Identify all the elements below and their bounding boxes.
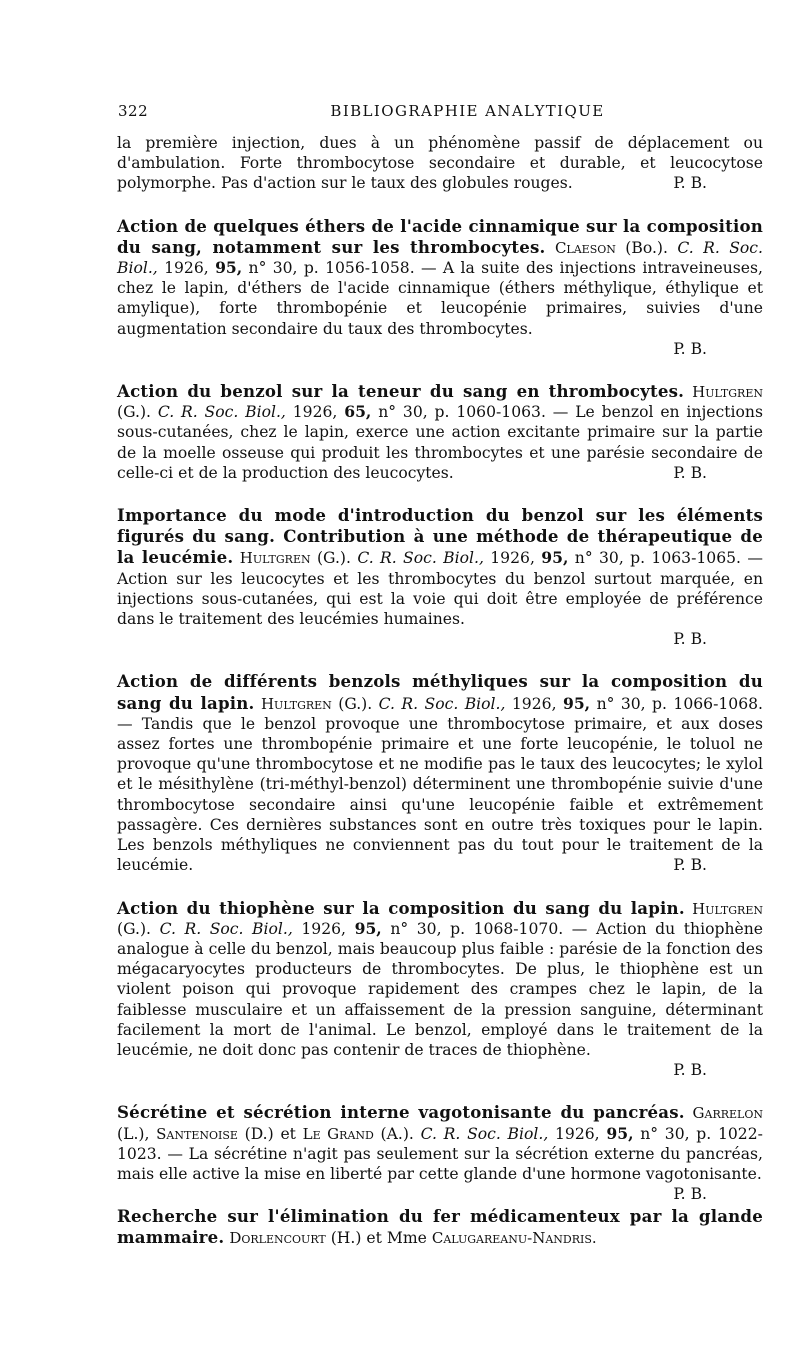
volume-number: 95, xyxy=(354,918,382,938)
author-name: Garrelon xyxy=(692,1104,763,1123)
abstract-text: — Tandis que le benzol provoque une thrombocytose primaire, et aux doses assez fortes une thrombopénie primaire et une forte leucopénie, le toluol ne provoque qu'une thrombocytose et ne modifie pas le taux des leucocytes; le xylol et le mésithylène (tri-méthyl-benzol) déterminent une thrombopénie suivie d'une thrombocytose secondaire ainsi qu'une leucopénie faible et extrêmement passagère. Ces dernières substances sont en outre très toxiques pour le lapin. Les benzols méthyliques ne conviennent pas du tout pour le traitement de la leucémie. xyxy=(117,714,763,875)
pub-year: 1926, xyxy=(301,919,347,938)
page-number: 322 xyxy=(118,102,149,120)
bibliography-entry xyxy=(117,671,763,875)
running-title: BIBLIOGRAPHIE ANALYTIQUE xyxy=(330,102,605,120)
volume-number: 95, xyxy=(215,258,243,278)
author-initials: (G.). xyxy=(117,403,151,422)
issue-pages: n° 30, p. 1060-1063. xyxy=(378,403,546,422)
abstract-text: — La sécrétine n'agit pas seulement sur la sécrétion externe du pancréas, mais elle active la mise en liberté par cette glande d'une hormone vagotonisante. xyxy=(117,1144,763,1183)
bibliography-entry xyxy=(117,1102,763,1204)
volume-number: 95, xyxy=(541,548,569,568)
volume-number: 95, xyxy=(606,1123,634,1143)
entry-body xyxy=(117,381,763,483)
bibliography-entry xyxy=(117,505,763,649)
entry-title: Action du thiophène sur la composition du sang du lapin. xyxy=(117,897,685,918)
reviewer-signature: P. B. xyxy=(673,1061,707,1080)
abstract-text: — Action sur les leucocytes et les thrombocytes du benzol surtout marquée, en injections sous-cutanées, qui est la voie qui doit être employée de préférence dans le traitement des leucémies humaines. xyxy=(117,549,763,629)
author-initials: (H.) xyxy=(330,1229,362,1248)
pub-year: 1926, xyxy=(490,549,535,568)
bibliography-entry xyxy=(117,1206,763,1248)
pub-year: 1926, xyxy=(292,403,338,422)
continued-text: la première injection, dues à un phénomène passif de déplacement ou d'ambulation. Forte thrombocytose secondaire et durable, et leucocytose polymorphe. Pas d'action sur le taux des globules rouges. xyxy=(117,134,763,193)
author-name: Le Grand xyxy=(302,1124,374,1143)
volume-number: 95, xyxy=(562,693,591,713)
author-name: Hultgren xyxy=(692,383,763,402)
abstract-text: — Action du thiophène analogue à celle du benzol, mais beaucoup plus faible : parésie de la fonction des mégacaryocytes producteurs de thrombocytes. De plus, le thiophène est un violent poison qui provoque rapidement des crampes chez le lapin, de la faiblesse musculaire et un affaissement de la pression sanguine, déterminant facilement la mort de l'animal. Le benzol, employé dans le traitement de la leucémie, ne doit donc pas contenir de traces de thiophène. xyxy=(117,919,763,1059)
author-joiner: et xyxy=(280,1124,296,1143)
author-name: Santenoise xyxy=(156,1124,238,1143)
author-name: Calugareanu-Nandris. xyxy=(431,1229,597,1248)
entry-body xyxy=(117,1102,763,1204)
author-initials: (Bo.). xyxy=(625,238,668,257)
reviewer-signature: P. B. xyxy=(673,630,707,649)
author-name: Hultgren xyxy=(260,694,332,713)
journal-name: C. R. Soc. Biol., xyxy=(357,549,484,568)
author-initials: (G.). xyxy=(338,694,373,713)
author-joiner: et xyxy=(366,1229,382,1248)
reviewer-signature: P. B. xyxy=(673,463,707,482)
author-initials: (G.). xyxy=(316,549,351,568)
reviewer-signature: P. B. xyxy=(673,856,707,875)
author-initials: (D.) xyxy=(244,1124,274,1143)
issue-pages: n° 30, p. 1022-1023. xyxy=(117,1124,763,1163)
entry-title: Sécrétine et sécrétion interne vagotonisante du pancréas. xyxy=(117,1102,685,1123)
author-initials: (A.). xyxy=(380,1124,414,1143)
issue-pages: n° 30, p. 1066-1068. xyxy=(596,694,764,713)
journal-name: C. R. Soc. Biol., xyxy=(159,919,293,938)
entry-body xyxy=(117,505,763,629)
entry-body xyxy=(117,1206,763,1248)
entry-title: Action de différents benzols méthyliques sur la composition du sang du lapin. xyxy=(117,671,763,713)
journal-name: C. R. Soc. Biol., xyxy=(117,238,763,278)
entry-title: Action du benzol sur la teneur du sang en thrombocytes. xyxy=(117,381,685,402)
reviewer-signature: P. B. xyxy=(673,339,707,358)
bibliography-entry xyxy=(117,381,763,483)
pub-year: 1926, xyxy=(511,694,557,713)
reviewer-signature: P. B. xyxy=(673,1185,707,1204)
volume-number: 65, xyxy=(344,402,372,422)
bibliography-entry xyxy=(117,216,763,359)
author-name: Dorlencourt xyxy=(229,1229,326,1248)
journal-name: C. R. Soc. Biol., xyxy=(420,1124,549,1143)
page-header xyxy=(115,98,760,126)
entry-body xyxy=(117,898,763,1061)
entry-title: Recherche sur l'élimination du fer médicamenteux par la glande mammaire. xyxy=(117,1206,763,1248)
text-column xyxy=(117,133,763,1249)
journal-name: C. R. Soc. Biol., xyxy=(378,694,506,713)
abstract-text: — A la suite des injections intraveineuses, chez le lapin, d'éthers de l'acide cinnamique (éthers méthylique, éthylique et amylique), forte thrombopénie et leucopénie primaires, suivies d'une augmentation secondaire du taux des thrombocytes. xyxy=(117,259,763,338)
entry-title: Action de quelques éthers de l'acide cinnamique sur la composition du sang, notamment sur les thrombocytes. xyxy=(117,215,763,257)
author-name: Hultgren xyxy=(239,549,311,568)
reviewer-signature: P. B. xyxy=(673,174,707,193)
author-name: Claeson xyxy=(554,238,616,257)
entry-body xyxy=(117,671,763,875)
issue-pages: n° 30, p. 1056-1058. xyxy=(248,259,415,278)
pub-year: 1926, xyxy=(555,1124,600,1143)
abstract-text: — Le benzol en injections sous-cutanées, chez le lapin, exerce une action excitante primaire sur la partie de la moelle osseuse qui produit les thrombocytes et une parésie secondaire de celle-ci et de la production des leucocytes. xyxy=(117,403,763,482)
entry-title: Importance du mode d'introduction du benzol sur les éléments figurés du sang. Contribution à une méthode de thérapeutique de la leucémie. xyxy=(117,505,763,568)
bibliography-entry xyxy=(117,898,763,1081)
author-prefix: Mme xyxy=(386,1229,427,1248)
issue-pages: n° 30, p. 1063-1065. xyxy=(574,549,742,568)
author-initials: (L.), xyxy=(117,1124,150,1143)
author-name: Hultgren xyxy=(692,899,763,918)
entry-body xyxy=(117,216,763,339)
bibliography-entry xyxy=(117,133,763,194)
journal-name: C. R. Soc. Biol., xyxy=(157,403,286,422)
pub-year: 1926, xyxy=(164,259,209,278)
entry-continuation xyxy=(117,133,763,194)
issue-pages: n° 30, p. 1068-1070. xyxy=(390,919,564,938)
author-initials: (G.). xyxy=(117,919,151,938)
